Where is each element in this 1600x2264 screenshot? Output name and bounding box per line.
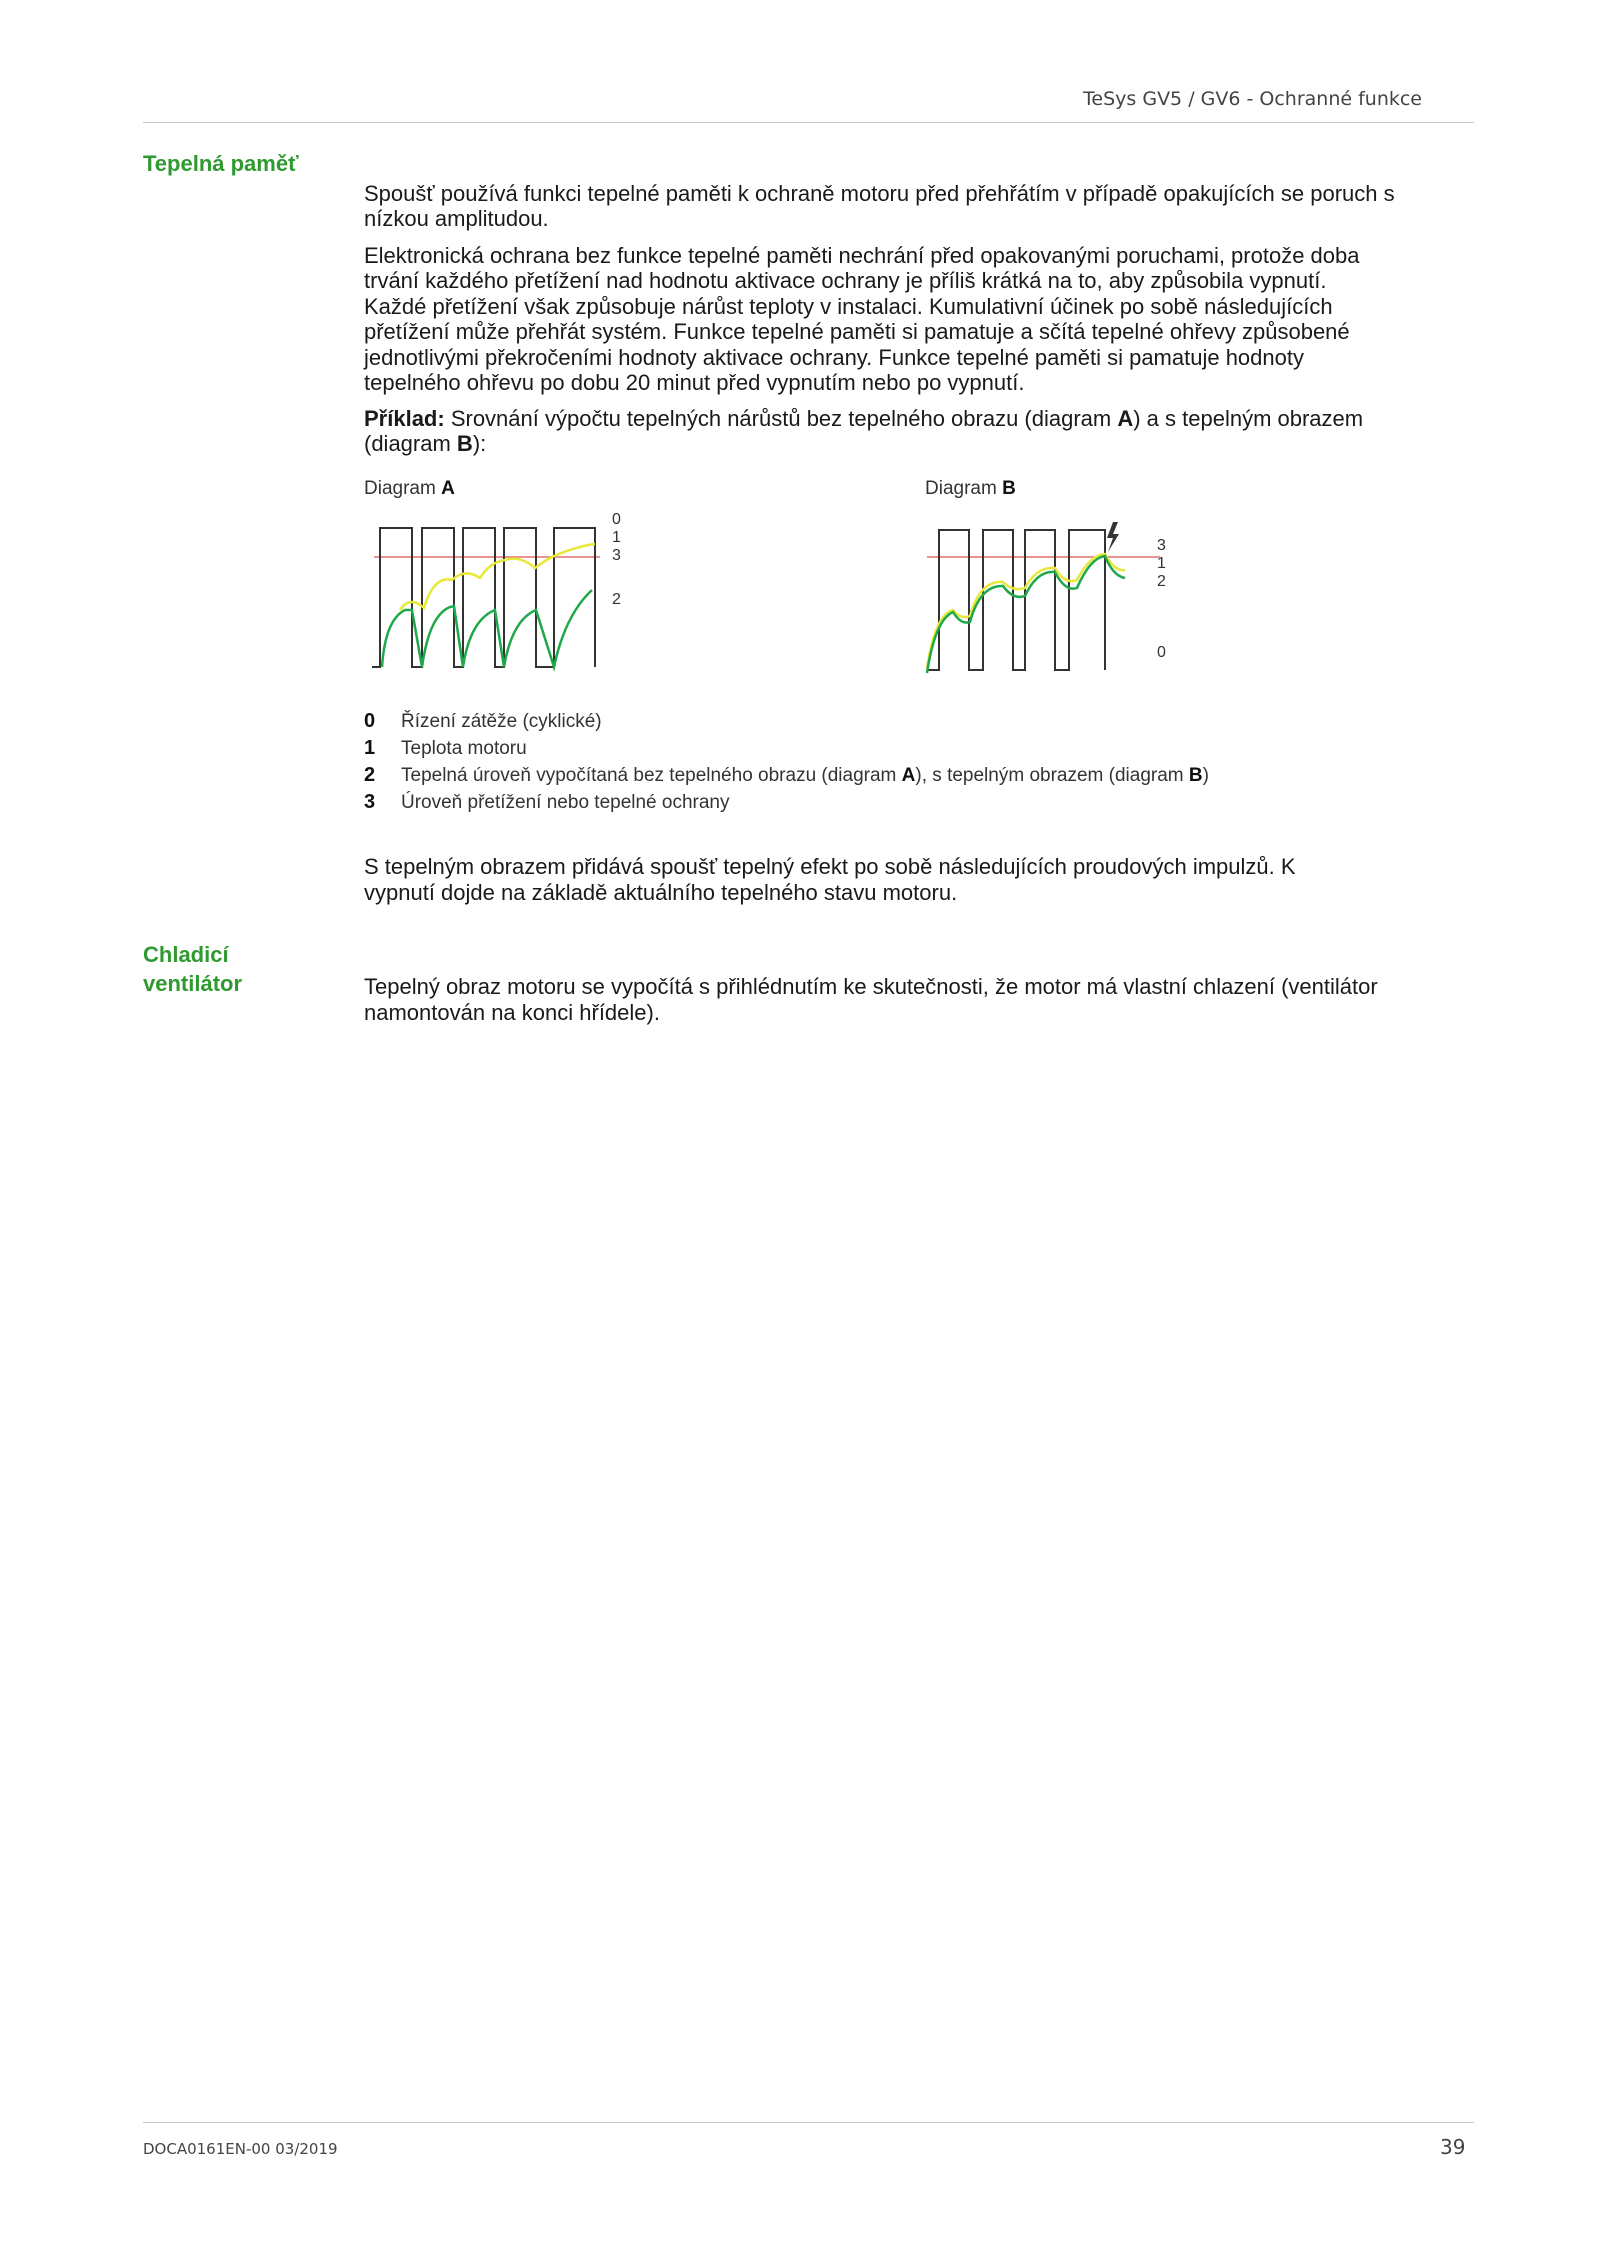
text-run: (diagram	[364, 431, 457, 456]
legend-number: 3	[364, 791, 376, 813]
text-run: B	[1188, 765, 1203, 786]
diagram-tag: 0	[1157, 644, 1166, 661]
diagram-tag: 3	[612, 547, 621, 564]
paragraph-line: jednotlivými překročeními hodnoty aktivace ochrany. Funkce tepelné paměti si pamatuje hodnoty	[364, 345, 1304, 370]
motor-temperature-curve	[400, 544, 595, 610]
paragraph-line: Elektronická ochrana bez funkce tepelné paměti nechrání před opakovanými poruchami, protože doba	[364, 243, 1360, 268]
footer-doc-id: DOCA0161EN-00 03/2019	[143, 2140, 338, 2158]
text-run: A	[1117, 406, 1134, 431]
paragraph-line: nízkou amplitudou.	[364, 206, 549, 231]
legend-text: Teplota motoru	[401, 738, 527, 759]
text-run: B	[456, 431, 473, 456]
text-run: B	[1002, 478, 1016, 499]
diagram-tag: 1	[612, 529, 621, 546]
header-title: TeSys GV5 / GV6 - Ochranné funkce	[1083, 88, 1422, 110]
heading-line: Chladicí	[143, 942, 229, 967]
paragraph-line: tepelného ohřevu po dobu 20 minut před vypnutím nebo po vypnutí.	[364, 370, 1025, 395]
paragraph-line: Spoušť používá funkci tepelné paměti k ochraně motoru před přehřátím v případě opakujících se poruch s	[364, 181, 1395, 206]
paragraph-line	[364, 431, 1494, 456]
legend-number: 0	[364, 710, 376, 732]
footer-divider	[143, 2122, 1474, 2123]
diagram-tag: 2	[1157, 573, 1166, 590]
legend-text: Úroveň přetížení nebo tepelné ochrany	[401, 792, 730, 813]
load-square-wave	[927, 530, 1105, 670]
paragraph-line: Každé přetížení však způsobuje nárůst teploty v instalaci. Kumulativní účinek po sobě následujících	[364, 294, 1333, 319]
section-heading-thermal-memory: Tepelná paměť	[143, 151, 299, 176]
legend-number: 2	[364, 764, 376, 786]
diagram-a	[370, 510, 640, 680]
text-run: A	[901, 765, 916, 786]
trip-lightning-icon	[1107, 522, 1119, 552]
load-square-wave	[372, 528, 595, 667]
text-run: ) a s tepelným obrazem	[1133, 406, 1364, 431]
page-number: 39	[1440, 2135, 1466, 2159]
diagram-a-label	[364, 478, 455, 500]
text-run: Diagram	[925, 478, 1003, 499]
text-run: Srovnání výpočtu tepelných nárůstů bez tepelného obrazu (diagram	[444, 406, 1118, 431]
diagram-tag: 1	[1157, 555, 1166, 572]
diagram-tag: 3	[1157, 537, 1166, 554]
text-run: A	[441, 478, 455, 499]
paragraph-line	[364, 406, 1494, 431]
paragraph-line: Tepelný obraz motoru se vypočítá s přihlédnutím ke skutečnosti, že motor má vlastní chlazení (ventilátor	[364, 974, 1378, 999]
text-run: ):	[472, 431, 487, 456]
text-run: ), s tepelným obrazem (diagram	[915, 765, 1189, 786]
diagram-b	[925, 510, 1195, 685]
paragraph-line: trvání každého přetížení nad hodnotu aktivace ochrany je příliš krátká na to, aby způsobila vypnutí.	[364, 268, 1327, 293]
section-heading-cooling-fan	[143, 940, 242, 998]
diagram-tag: 0	[612, 511, 621, 528]
paragraph-line: S tepelným obrazem přidává spoušť tepelný efekt po sobě následujících proudových impulzů. K	[364, 854, 1296, 879]
heading-line: ventilátor	[143, 971, 243, 996]
diagram-b-label	[925, 478, 1016, 500]
legend-number: 1	[364, 737, 376, 759]
text-run: Diagram	[364, 478, 442, 499]
text-run: Tepelná úroveň vypočítaná bez tepelného obrazu (diagram	[401, 765, 902, 786]
paragraph-line: přetížení může přehřát systém. Funkce tepelné paměti si pamatuje a sčítá tepelné ohřevy způsobené	[364, 319, 1350, 344]
paragraph-line: vypnutí dojde na základě aktuálního tepelného stavu motoru.	[364, 880, 958, 905]
diagram-tag: 2	[612, 591, 621, 608]
paragraph-line: namontován na konci hřídele).	[364, 1000, 660, 1025]
example-label: Příklad:	[364, 406, 445, 431]
legend-text: Řízení zátěže (cyklické)	[401, 711, 602, 732]
text-run: )	[1202, 765, 1209, 786]
page-header	[143, 0, 1474, 123]
legend-text	[401, 765, 1209, 787]
